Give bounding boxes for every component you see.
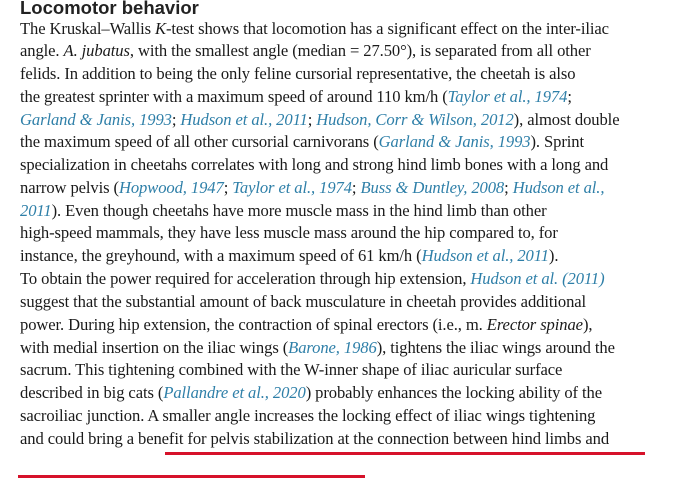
text-line	[20, 337, 615, 359]
highlight-underline	[18, 475, 365, 478]
text-run: ), tightens the iliac wings around the	[376, 338, 615, 357]
text-line	[20, 314, 592, 336]
text-line	[20, 131, 584, 153]
text-run: ),	[582, 315, 593, 334]
text-run: specialization in cheetahs correlates with long and strong hind limb bones with a long and	[20, 155, 609, 174]
italic-term: Erector spinae	[486, 315, 583, 334]
text-line	[20, 359, 562, 381]
text-line	[20, 382, 602, 404]
text-run: ), almost double	[513, 110, 620, 129]
text-run: narrow pelvis (	[20, 178, 119, 197]
citation-link[interactable]: Hudson et al.,	[512, 178, 605, 197]
text-line	[20, 222, 558, 244]
text-run: high-speed mammals, they have less muscle mass around the hip compared to, for	[20, 223, 558, 242]
section-heading: Locomotor behavior	[20, 0, 199, 18]
text-run: ;	[567, 87, 572, 106]
text-line	[20, 86, 572, 108]
text-run: To obtain the power required for acceleration through hip extension,	[20, 269, 471, 288]
text-run: ) probably enhances the locking ability of the	[305, 383, 602, 402]
text-line	[20, 200, 547, 222]
text-run: ). Sprint	[530, 132, 584, 151]
text-line	[20, 177, 604, 199]
citation-link[interactable]: Hopwood, 1947	[118, 178, 224, 197]
citation-link[interactable]: Garland & Janis, 1993	[20, 110, 172, 129]
text-run: suggest that the substantial amount of back musculature in cheetah provides additional	[20, 292, 587, 311]
citation-link[interactable]: Buss & Duntley, 2008	[360, 178, 505, 197]
highlight-underline	[165, 452, 645, 455]
text-run: felids. In addition to being the only feline cursorial representative, the cheetah is also	[20, 64, 576, 83]
text-line	[20, 18, 609, 40]
text-line	[20, 154, 608, 176]
citation-link[interactable]: Hudson et al. (2011)	[470, 269, 605, 288]
citation-link[interactable]: Hudson et al., 2011	[180, 110, 308, 129]
text-line	[20, 40, 591, 62]
citation-link[interactable]: Hudson et al., 2011	[421, 246, 549, 265]
text-run: ;	[351, 178, 361, 197]
citation-link[interactable]: Hudson, Corr & Wilson, 2012	[316, 110, 514, 129]
text-run: ;	[307, 110, 317, 129]
text-run: the greatest sprinter with a maximum speed of around 110 km/h (	[20, 87, 448, 106]
text-line	[20, 109, 619, 131]
text-run: instance, the greyhound, with a maximum speed of 61 km/h (	[20, 246, 422, 265]
citation-link[interactable]: Garland & Janis, 1993	[378, 132, 531, 151]
text-line	[20, 405, 595, 427]
text-run: and could bring a benefit for pelvis stabilization at the connection between hind limbs and	[20, 429, 610, 448]
text-run: ;	[171, 110, 181, 129]
text-line	[20, 291, 586, 313]
text-run: the maximum speed of all other cursorial carnivorans (	[20, 132, 379, 151]
citation-link[interactable]: Taylor et al., 1974	[447, 87, 568, 106]
citation-link[interactable]: Pallandre et al., 2020	[163, 383, 306, 402]
text-line	[20, 428, 609, 450]
text-run: ). Even though cheetahs have more muscle mass in the hind limb than other	[51, 201, 547, 220]
text-run: ;	[223, 178, 233, 197]
citation-link[interactable]: Barone, 1986	[288, 338, 377, 357]
text-run: -test shows that locomotion has a significant effect on the inter-iliac	[165, 19, 609, 38]
text-run: ;	[504, 178, 513, 197]
italic-term: A. jubatus	[63, 41, 130, 60]
text-line	[20, 63, 575, 85]
text-run: sacroiliac junction. A smaller angle increases the locking effect of iliac wings tightening	[20, 406, 596, 425]
text-run: with medial insertion on the iliac wings (	[20, 338, 289, 357]
text-run: ).	[548, 246, 559, 265]
text-line	[20, 268, 605, 290]
text-run: angle.	[20, 41, 64, 60]
citation-link[interactable]: 2011	[20, 201, 52, 220]
italic-term: K	[155, 19, 166, 38]
text-line	[20, 245, 558, 267]
text-run: The Kruskal–Wallis	[20, 19, 156, 38]
text-run: power. During hip extension, the contraction of spinal erectors (i.e., m.	[20, 315, 487, 334]
citation-link[interactable]: Taylor et al., 1974	[232, 178, 352, 197]
text-run: , with the smallest angle (median = 27.50°), is separated from all other	[129, 41, 591, 60]
text-run: described in big cats (	[20, 383, 164, 402]
text-run: sacrum. This tightening combined with the W-inner shape of iliac auricular surface	[20, 360, 563, 379]
